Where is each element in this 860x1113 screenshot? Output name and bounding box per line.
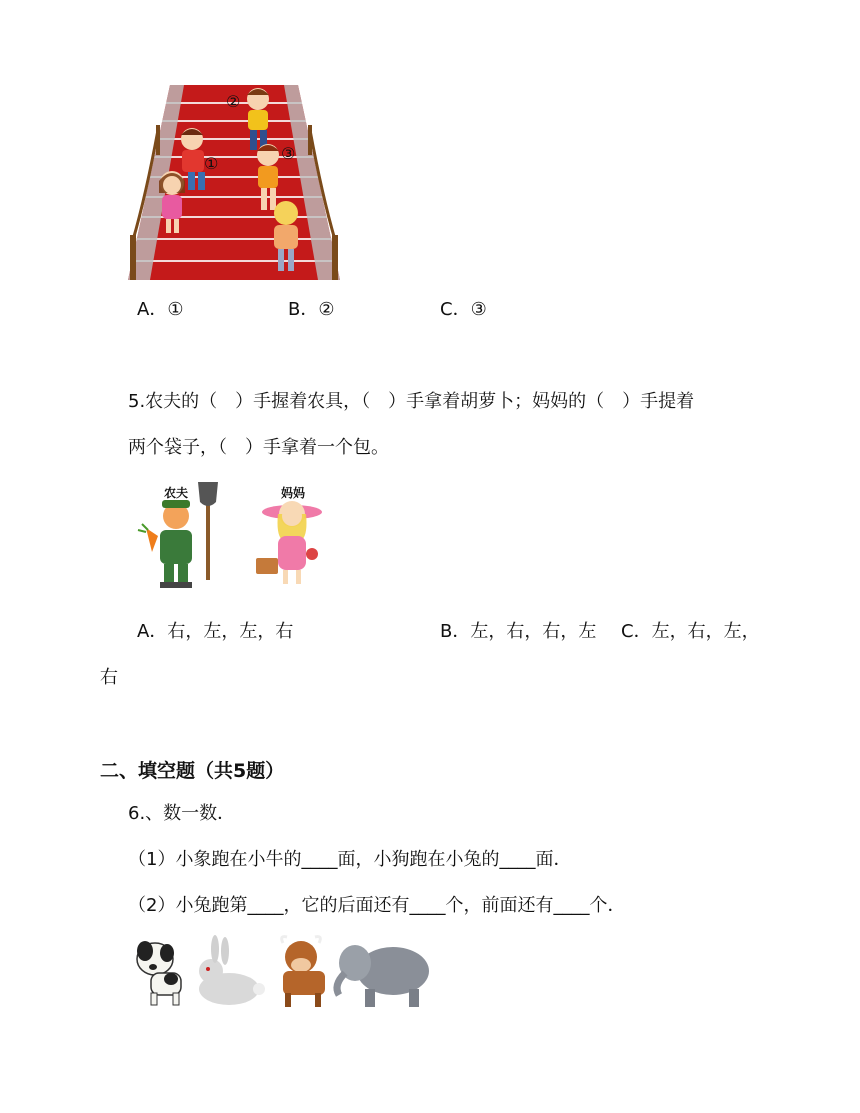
- animals-figure: [133, 933, 433, 1011]
- q4-option-b[interactable]: B．②: [288, 299, 335, 320]
- elephant-icon: [337, 945, 429, 1007]
- section-heading: 二、填空题（共5题）: [100, 760, 285, 782]
- marker-2: ②: [226, 92, 241, 111]
- label-mom: 妈妈: [281, 486, 306, 500]
- q6-item-2: （2）小兔跑第____，它的后面还有____个，前面还有____个．: [128, 895, 626, 916]
- q4-option-a[interactable]: A．①: [137, 299, 184, 320]
- q6-title: 6.、数一数．: [128, 803, 236, 824]
- mom-illustration: [256, 501, 322, 584]
- q5-option-c-continued: 右: [100, 667, 118, 688]
- rabbit-icon: [199, 935, 265, 1005]
- stairs-figure: [128, 85, 340, 280]
- q4-option-c[interactable]: C．③: [440, 299, 487, 320]
- dog-icon: [137, 941, 181, 1005]
- q5-question-line1: 5.农夫的（ ）手握着农具，（ ）手拿着胡萝卜；妈妈的（ ）手提着: [128, 391, 695, 412]
- q5-option-a[interactable]: A．右，左，左，右: [137, 621, 294, 642]
- label-farmer: 农夫: [164, 486, 189, 500]
- q6-item-1: （1）小象跑在小牛的____面，小狗跑在小兔的____面．: [128, 849, 572, 870]
- q5-option-c[interactable]: C．左，右，左，: [621, 621, 760, 642]
- cow-icon: [282, 937, 325, 1007]
- q5-question-line2: 两个袋子，（ ）手拿着一个包。: [128, 437, 389, 458]
- marker-1: ①: [204, 154, 219, 173]
- q5-option-b[interactable]: B．左，右，右，左: [440, 621, 597, 642]
- marker-3: ③: [281, 144, 296, 163]
